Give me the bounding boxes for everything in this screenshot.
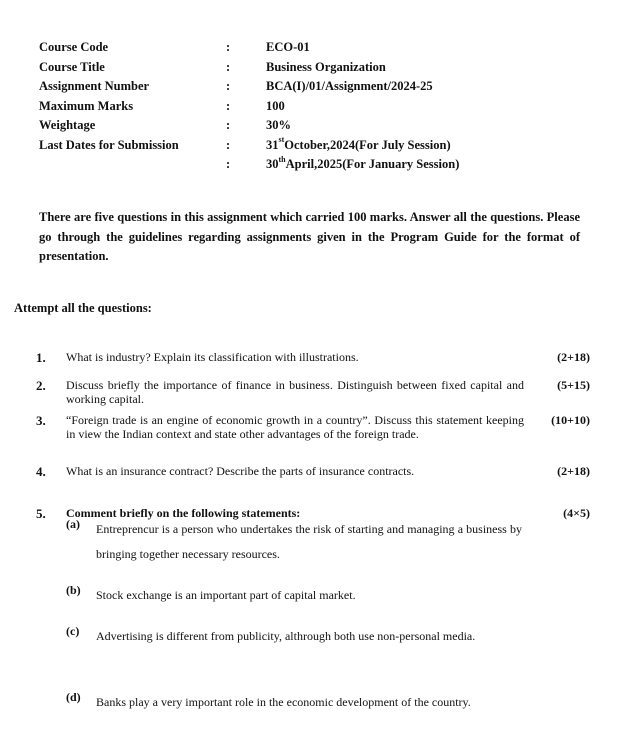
info-label: Course Code xyxy=(39,40,109,54)
info-label: Course Title xyxy=(39,59,105,74)
question-text: What is an insurance contract? Describe the parts of insurance contracts. xyxy=(66,464,415,478)
date-rest: October,2024(For July Session) xyxy=(284,137,451,152)
info-colon: : xyxy=(226,40,231,54)
question-marks: (10+10) xyxy=(551,413,590,427)
info-value: BCA(I)/01/Assignment/2024-25 xyxy=(266,79,433,93)
info-label: Assignment Number xyxy=(39,79,150,93)
question-marks: (4×5) xyxy=(563,506,590,520)
question-number: 2. xyxy=(36,378,46,393)
info-value: ECO-01 xyxy=(266,40,310,54)
question-text: “Foreign trade is an engine of economic growth in a country”. Discuss this statement keeping in view the Indian context and state other advantages of the foreign trade. xyxy=(66,413,524,441)
weightage-row xyxy=(39,116,599,136)
question-marks: (5+15) xyxy=(557,378,590,392)
maximum-marks-row xyxy=(39,97,599,117)
statement-label: (a) xyxy=(66,517,80,531)
statement-text: Stock exchange is an important part of capital market. xyxy=(96,588,356,602)
course-info-table xyxy=(39,38,599,175)
info-label: Weightage xyxy=(39,118,96,132)
info-label: Maximum Marks xyxy=(39,98,134,113)
info-label: Last Dates for Submission xyxy=(39,137,179,152)
info-colon: : xyxy=(226,79,231,93)
statement-label: (c) xyxy=(66,624,80,638)
question-text: Discuss briefly the importance of finance in business. Distinguish between fixed capital and working capital. xyxy=(66,378,524,406)
submission-date-row xyxy=(39,136,599,156)
attempt-heading: Attempt all the questions: xyxy=(14,301,152,315)
date-ordinal: st xyxy=(278,135,285,145)
assignment-number-row xyxy=(39,77,599,97)
statement-text: Banks play a very important role in the economic development of the country. xyxy=(96,695,471,709)
course-title-row xyxy=(39,58,599,78)
question-text: Comment briefly on the following statements: xyxy=(66,506,301,520)
submission-date-row-2 xyxy=(39,155,599,175)
statement-label: (d) xyxy=(66,690,81,704)
question-number: 5. xyxy=(36,506,46,521)
info-value xyxy=(266,155,459,175)
date-day: 31 xyxy=(266,137,279,152)
date-ordinal: th xyxy=(278,154,286,164)
question-marks: (2+18) xyxy=(557,464,590,478)
statement-label: (b) xyxy=(66,583,81,597)
info-colon: : xyxy=(226,137,231,152)
date-day: 30 xyxy=(266,157,279,171)
info-value: 100 xyxy=(266,98,285,113)
question-number: 1. xyxy=(36,350,46,365)
course-code-row xyxy=(39,38,599,58)
question-text: What is industry? Explain its classification with illustrations. xyxy=(66,350,359,364)
info-value: 30% xyxy=(266,118,291,132)
info-colon: : xyxy=(226,118,231,132)
info-value xyxy=(266,136,451,156)
question-number: 3. xyxy=(36,413,46,428)
date-rest: April,2025(For January Session) xyxy=(285,157,460,171)
question-number: 4. xyxy=(36,464,46,479)
statement-text: Entreprencur is a person who undertakes the risk of starting and managing a business by bringing together necessary resources. xyxy=(96,522,522,561)
info-colon: : xyxy=(226,157,231,171)
statement-text: Advertising is different from publicity, althrough both use non-personal media. xyxy=(96,629,476,643)
intro-paragraph: There are five questions in this assignment which carried 100 marks. Answer all the questions. Please go through the guidelines regarding assignments given in the Program Guide for the format of presentation. xyxy=(39,210,580,263)
question-marks: (2+18) xyxy=(557,350,590,364)
info-colon: : xyxy=(226,59,231,74)
info-colon: : xyxy=(226,98,231,113)
info-value: Business Organization xyxy=(266,59,386,74)
